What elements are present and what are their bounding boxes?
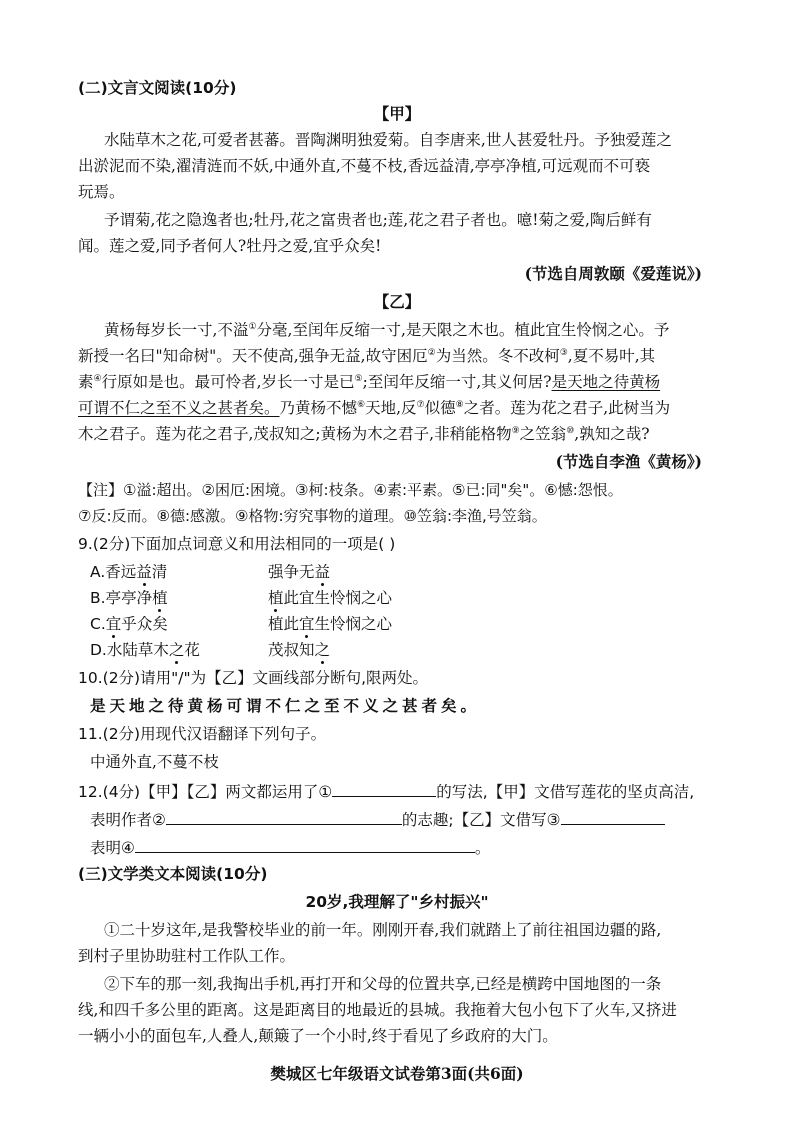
q9-option-c: C.宜乎众矣 [90,615,168,633]
q12-line1: 12.(4分)【甲】【乙】两文都运用了① 的写法,【甲】文借写莲花的坚贞高洁, [78,780,694,802]
q12-blank-4[interactable] [135,836,475,853]
q9-option-a: A.香远益清 [90,563,168,581]
q12-blank-1[interactable] [332,780,436,797]
q11-stem: 11.(2分)用现代汉语翻译下列句子。 [78,725,327,743]
yi-line1: 黄杨每岁长一寸,不溢①分毫,至闰年反缩一寸,是天限之木也。植此宜生怜悯之心。予 [104,321,670,339]
jia-p1-line1: 水陆草木之花,可爱者甚蕃。晋陶渊明独爱菊。自李唐来,世人甚爱牡丹。予独爱莲之 [104,131,672,149]
jia-p2-line1: 予谓菊,花之隐逸者也;牡丹,花之富贵者也;莲,花之君子者也。噫!菊之爱,陶后鲜有 [104,211,652,229]
q9-option-d-compare: 茂叔知之 [268,641,331,659]
q12-blank-2[interactable] [166,808,402,825]
article-p1-line2: 到村子里协助驻村工作队工作。 [78,947,296,965]
section3-heading: (三)文学类文本阅读(10分) [78,865,268,883]
q12-blank-3[interactable] [561,808,665,825]
q9-option-b-compare: 植此宜生怜悯之心 [268,589,393,607]
jia-p1-line2: 出淤泥而不染,濯清涟而不妖,中通外直,不蔓不枝,香远益清,亭亭净植,可远观而不可亵 [78,157,651,175]
q9-option-a-compare: 强争无益 [268,563,331,581]
notes-line2: ⑦反:反而。⑧德:感激。⑨格物:穷究事物的道理。⑩笠翁:李渔,号笠翁。 [78,507,547,525]
article-p2-line1: ②下车的那一刻,我掏出手机,再打开和父母的位置共享,已经是横跨中国地图的一条 [104,975,662,993]
jia-p2-line2: 闻。莲之爱,同予者何人?牡丹之爱,宜乎众矣! [78,237,382,255]
yi-source: (节选自李渔《黄杨》) [555,452,702,471]
yi-label: 【乙】 [373,292,421,311]
jia-label: 【甲】 [373,104,421,123]
yi-line4: 可谓不仁之至不义之甚者矣。乃黄杨不憾⑥天地,反⑦似德⑧之者。莲为花之君子,此树当为 [78,399,671,417]
article-p1-line1: ①二十岁这年,是我警校毕业的前一年。刚刚开春,我们就踏上了前往祖国边疆的路, [104,921,662,939]
q10-sentence: 是天地之待黄杨可谓不仁之至不义之甚者矣。 [90,696,481,715]
q10-stem: 10.(2分)请用"/"为【乙】文画线部分断句,限两处。 [78,669,429,687]
q9-option-c-compare: 植此宜生怜悯之心 [268,615,393,633]
jia-p1-line3: 玩焉。 [78,183,125,201]
page-footer: 樊城区七年级语文试卷第3面(共6面) [270,1064,524,1083]
q11-sentence: 中通外直,不蔓不枝 [90,753,219,771]
yi-line3: 素④行原如是也。最可怜者,岁长一寸是已⑤;至闰年反缩一寸,其义何居?是天地之待黄杨 [78,373,661,391]
yi-line5: 木之君子。莲为花之君子,茂叔知之;黄杨为木之君子,非稍能格物⑨之笠翁⑩,孰知之哉? [78,425,650,443]
article-title: 20岁,我理解了"乡村振兴" [305,893,489,911]
yi-underlined-part2: 可谓不仁之至不义之甚者矣。 [78,399,280,417]
article-p2-line3: 一辆小小的面包车,人叠人,颠簸了一个小时,终于看见了乡政府的大门。 [78,1027,558,1045]
section2-heading: (二)文言文阅读(10分) [78,79,237,97]
article-p2-line2: 线,和四千多公里的距离。这是距离目的地最近的县城。我拖着大包小包下了火车,又挤进 [78,1001,677,1019]
q9-option-d: D.水陆草木之花 [90,641,200,659]
yi-underlined-part1: 是天地之待黄杨 [551,373,661,391]
q9-option-b: B.亭亭净植 [90,589,168,607]
notes-line1: 【注】①溢:超出。②困厄:困境。③柯:枝条。④素:平素。⑤已:同"矣"。⑥憾:怨恨。 [78,481,623,499]
jia-source: (节选自周敦颐《爱莲说》) [524,264,702,283]
q12-line3: 表明④ 。 [90,836,490,858]
q9-stem: 9.(2分)下面加点词意义和用法相同的一项是( ) [78,535,396,553]
q12-line2: 表明作者② 的志趣;【乙】文借写③ [90,808,665,830]
yi-line2: 新授一名曰"知命树"。天不使高,强争无益,故守困厄②为当然。冬不改柯③,夏不易叶,其 [78,347,656,365]
